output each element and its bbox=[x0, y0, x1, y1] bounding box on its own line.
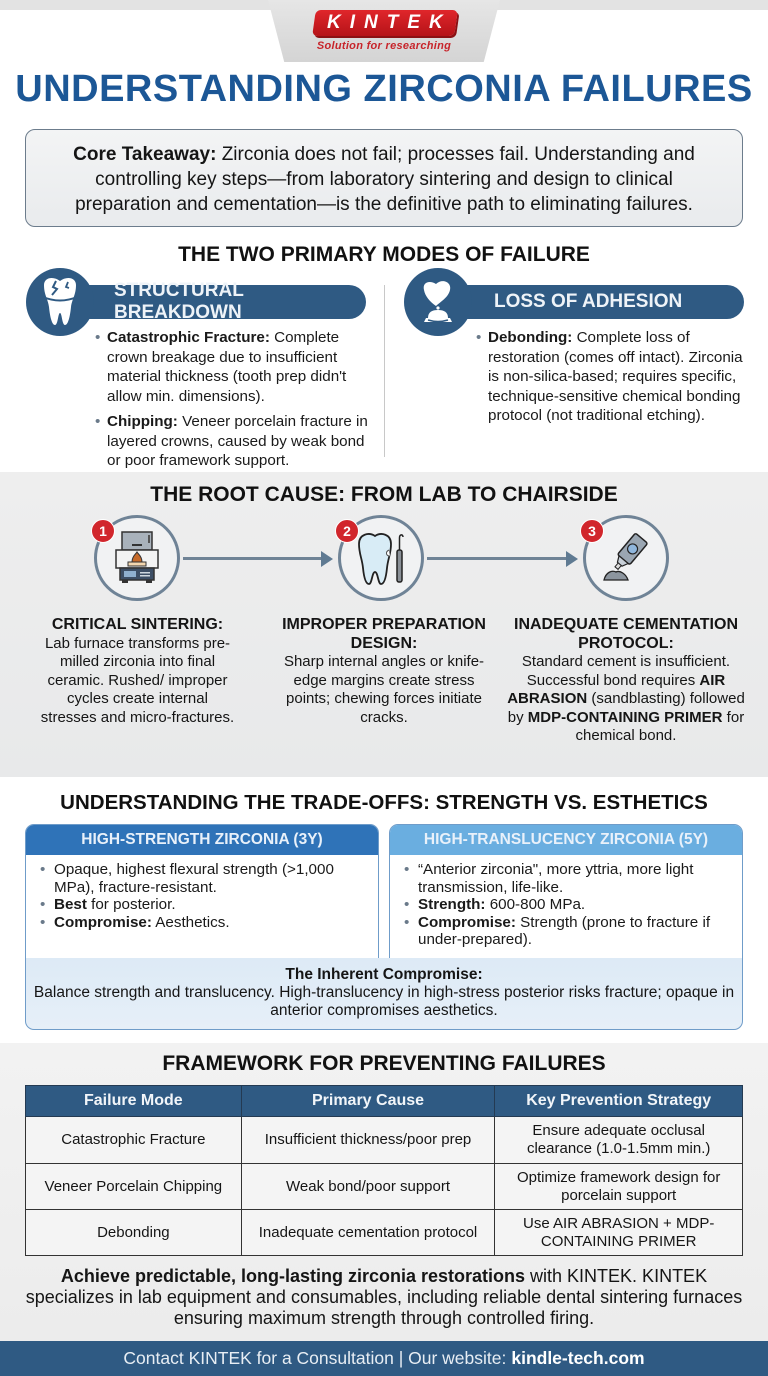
table-row bbox=[26, 1117, 743, 1164]
flow-arrow bbox=[183, 557, 323, 560]
framework-title: FRAMEWORK FOR PREVENTING FAILURES bbox=[162, 1052, 606, 1075]
mode-title: LOSS OF ADHESION bbox=[494, 291, 683, 312]
table-cell: Weak bond/poor support bbox=[241, 1164, 495, 1210]
closing-statement: Achieve predictable, long-lasting zirconia restorations with KINTEK. KINTEK specializes in lab equipment and consumables, including reliable dental sintering furnaces ensuring maximum strength through controlled firing. bbox=[25, 1266, 743, 1328]
card-points bbox=[390, 855, 742, 949]
brand-tagline: Solution for researching bbox=[316, 40, 452, 52]
arrow-head-icon bbox=[321, 551, 333, 567]
table-cell: Insufficient thickness/poor prep bbox=[241, 1117, 495, 1164]
website-link[interactable]: kindle-tech.com bbox=[511, 1348, 645, 1368]
step-sintering: CRITICAL SINTERING: Lab furnace transforms pre-milled zirconia into final ceramic. Rushed/ improper cycles create internal stresses and micro-fractures. bbox=[40, 616, 235, 726]
list-item: • Catastrophic Fracture: Complete crown breakage due to insufficient material thickness (tooth prep didn't allow min. dimensions). bbox=[93, 328, 378, 406]
arrow-head-icon bbox=[566, 551, 578, 567]
column-header: Failure Mode bbox=[26, 1086, 242, 1117]
list-item: • Chipping: Veneer porcelain fracture in layered crowns, caused by weak bond or poor framework support. bbox=[93, 412, 378, 471]
table-cell: Catastrophic Fracture bbox=[26, 1117, 242, 1164]
table-cell: Ensure adequate occlusal clearance (1.0-1.5mm min.) bbox=[495, 1117, 743, 1164]
mode-title-pill bbox=[430, 285, 744, 319]
cracked-tooth-icon bbox=[26, 268, 94, 336]
takeaway-text: Zirconia does not fail; processes fail. Understanding and controlling key steps—from laboratory sintering and design to clinical preparation and cementation—is the definitive path to eliminating failures. bbox=[75, 144, 695, 215]
divider bbox=[384, 285, 385, 457]
card-header: HIGH-TRANSLUCENCY ZIRCONIA (5Y) bbox=[390, 825, 742, 855]
mode-points bbox=[93, 328, 378, 477]
table-cell: Veneer Porcelain Chipping bbox=[26, 1164, 242, 1210]
footer-text: Contact KINTEK for a Consultation | Our website: bbox=[123, 1348, 507, 1368]
table-cell: Use AIR ABRASION + MDP-CONTAINING PRIMER bbox=[495, 1210, 743, 1256]
column-header: Key Prevention Strategy bbox=[495, 1086, 743, 1117]
root-cause-title: THE ROOT CAUSE: FROM LAB TO CHAIRSIDE bbox=[150, 483, 618, 506]
step-number-badge: 3 bbox=[580, 519, 604, 543]
step-preparation: IMPROPER PREPARATION DESIGN: Sharp internal angles or knife-edge margins create stress points; chewing forces initiate cracks. bbox=[282, 616, 486, 726]
flow-arrow bbox=[427, 557, 567, 560]
brand-name: KINTEK bbox=[326, 12, 452, 33]
core-takeaway bbox=[25, 129, 743, 227]
table-row bbox=[26, 1164, 743, 1210]
card-points bbox=[26, 855, 378, 931]
list-item: • Compromise: Strength (prone to fracture if under-prepared). bbox=[404, 914, 742, 949]
mode-points bbox=[474, 328, 749, 432]
table-header-row bbox=[26, 1086, 743, 1117]
tradeoffs-title: UNDERSTANDING THE TRADE-OFFS: STRENGTH VS. ESTHETICS bbox=[60, 791, 708, 814]
list-item: • Compromise: Aesthetics. bbox=[40, 914, 378, 932]
list-item: • Opaque, highest flexural strength (>1,000 MPa), fracture-resistant. bbox=[40, 861, 378, 896]
brand-logo[interactable] bbox=[312, 10, 458, 36]
list-item: • Best for posterior. bbox=[40, 896, 378, 914]
column-header: Primary Cause bbox=[241, 1086, 495, 1117]
detached-crown-icon bbox=[404, 268, 472, 336]
card-header: HIGH-STRENGTH ZIRCONIA (3Y) bbox=[26, 825, 378, 855]
table-row bbox=[26, 1210, 743, 1256]
inherent-compromise: The Inherent Compromise: Balance strength and translucency. High-translucency in high-stress posterior risks fracture; opaque in anterior compromises aesthetics. bbox=[25, 958, 743, 1030]
step-number-badge: 2 bbox=[335, 519, 359, 543]
table-cell: Optimize framework design for porcelain support bbox=[495, 1164, 743, 1210]
mode-title-pill bbox=[50, 280, 366, 323]
table-cell: Debonding bbox=[26, 1210, 242, 1256]
step-number-badge: 1 bbox=[91, 519, 115, 543]
table-cell: Inadequate cementation protocol bbox=[241, 1210, 495, 1256]
card-high-strength bbox=[25, 824, 379, 960]
modes-title: THE TWO PRIMARY MODES OF FAILURE bbox=[178, 243, 590, 266]
step-cementation: INADEQUATE CEMENTATION PROTOCOL: Standard cement is insufficient. Successful bond requires AIR ABRASION (sandblasting) followed by MDP-CONTAINING PRIMER for chemical bond. bbox=[507, 616, 745, 744]
prevention-table bbox=[25, 1085, 743, 1256]
mode-title: STRUCTURAL BREAKDOWN bbox=[114, 280, 244, 323]
takeaway-label: Core Takeaway: bbox=[73, 144, 217, 165]
list-item: • “Anterior zirconia", more yttria, more light transmission, life-like. bbox=[404, 861, 742, 896]
page-title: UNDERSTANDING ZIRCONIA FAILURES bbox=[15, 68, 753, 110]
list-item: • Debonding: Complete loss of restoration (comes off intact). Zirconia is non-silica-based; requires specific, technique-sensitive chemical bonding protocol (not traditional etching). bbox=[474, 328, 749, 426]
card-high-translucency bbox=[389, 824, 743, 960]
footer-bar bbox=[0, 1341, 768, 1376]
list-item: • Strength: 600-800 MPa. bbox=[404, 896, 742, 914]
